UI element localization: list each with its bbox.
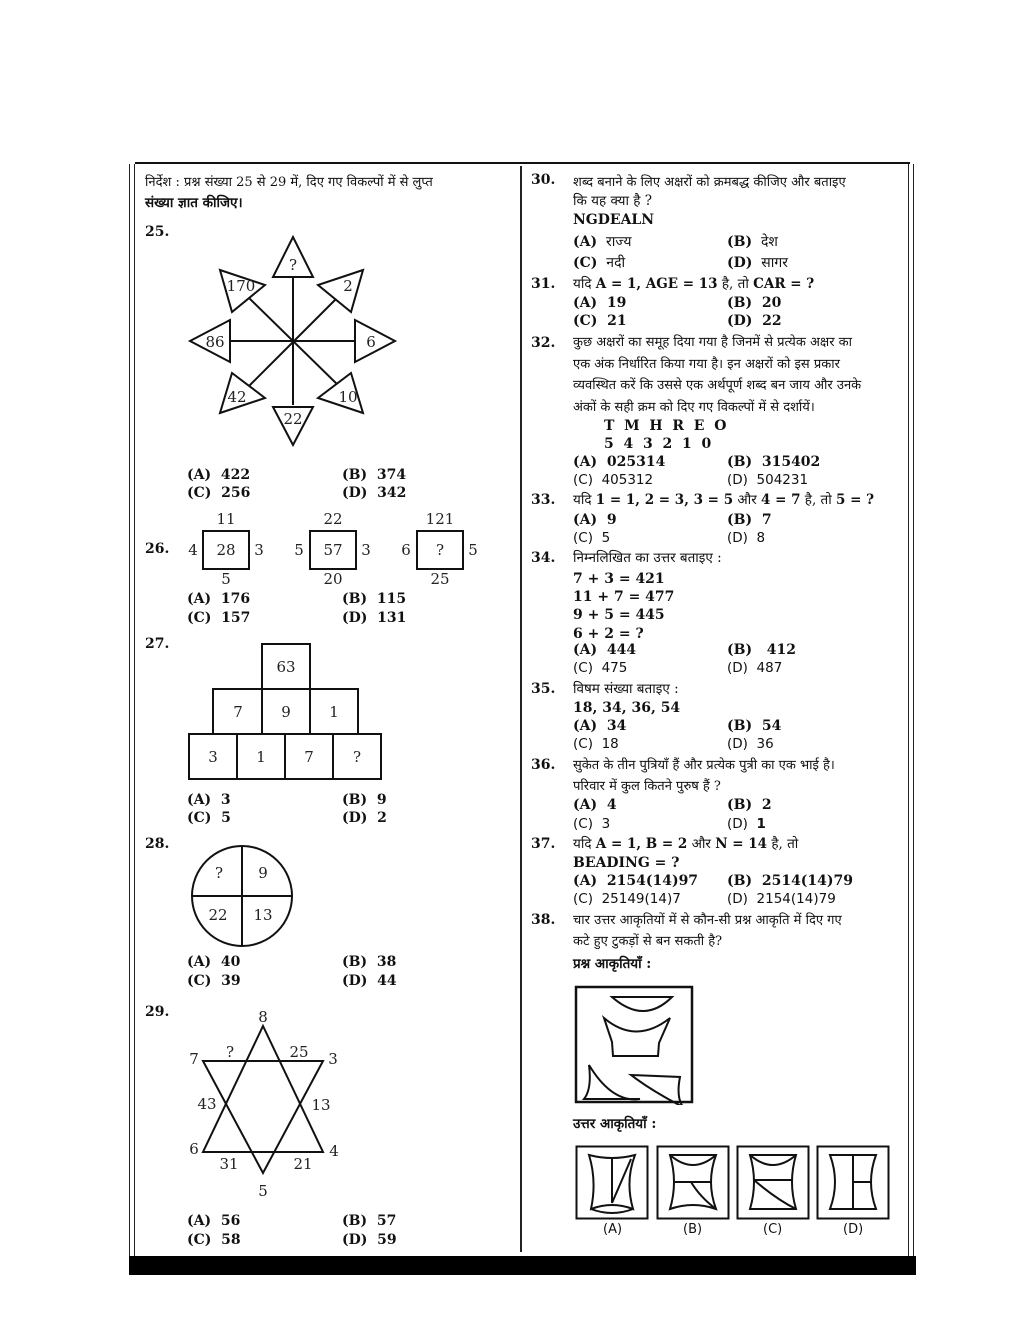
svg-text:5: 5 <box>294 541 304 559</box>
q28-option-b[interactable]: (B) 38 <box>342 954 397 970</box>
q38-answer-figure-d[interactable] <box>816 1145 891 1221</box>
svg-text:7: 7 <box>304 748 314 766</box>
q35-option-c[interactable]: (C) 18 <box>573 736 619 752</box>
q27-option-b[interactable]: (B) 9 <box>342 792 387 808</box>
svg-text:25: 25 <box>289 1043 309 1061</box>
q25-top-value: ? <box>288 256 298 274</box>
q26-option-a[interactable]: (A) 176 <box>187 591 251 607</box>
q30-option-b[interactable]: (B) देश <box>727 234 778 250</box>
question-number-34: 34. <box>531 550 556 566</box>
svg-text:21: 21 <box>293 1155 313 1173</box>
q25-left-value: 86 <box>205 333 225 351</box>
q36-option-d[interactable]: (D) 1 <box>727 816 766 832</box>
svg-text:4: 4 <box>329 1142 339 1160</box>
q25-bottom-value: 22 <box>283 410 303 428</box>
svg-text:121: 121 <box>425 510 455 528</box>
q31-option-b[interactable]: (B) 20 <box>727 295 782 311</box>
svg-text:6: 6 <box>401 541 411 559</box>
svg-text:?: ? <box>352 748 362 766</box>
q32-letters: T M H R E O <box>604 418 727 434</box>
q37-option-c[interactable]: (C) 25149(14)7 <box>573 891 681 907</box>
q36-option-b[interactable]: (B) 2 <box>727 797 772 813</box>
q32-option-d[interactable]: (D) 504231 <box>727 472 809 488</box>
question-number-36: 36. <box>531 757 556 773</box>
q30-text-line2: कि यह क्या है ? <box>573 193 652 209</box>
q26-boxes-figure <box>185 508 495 590</box>
svg-text:3: 3 <box>361 541 371 559</box>
q26-option-b[interactable]: (B) 115 <box>342 591 407 607</box>
q32-option-c[interactable]: (C) 405312 <box>573 472 654 488</box>
q28-option-a[interactable]: (A) 40 <box>187 954 241 970</box>
q37-beading: BEADING = ? <box>573 855 680 871</box>
svg-text:?: ? <box>435 541 445 559</box>
q38-answer-label-a: (A) <box>603 1222 623 1237</box>
bottom-bar <box>129 1256 916 1275</box>
q38-answer-figure-b[interactable] <box>656 1145 731 1221</box>
svg-text:31: 31 <box>219 1155 239 1173</box>
q38-question-figure-label: प्रश्न आकृतियाँ : <box>573 956 652 972</box>
svg-text:9: 9 <box>281 703 291 721</box>
q33-question-text: यदि 1 = 1, 2 = 3, 3 = 5 और 4 = 7 है, तो 5 = ? <box>573 492 875 508</box>
q25-option-a[interactable]: (A) 422 <box>187 467 251 483</box>
q32-option-b[interactable]: (B) 315402 <box>727 454 821 470</box>
question-number-28: 28. <box>145 836 170 852</box>
svg-text:20: 20 <box>323 570 343 588</box>
q31-option-d[interactable]: (D) 22 <box>727 313 782 329</box>
q29-option-b[interactable]: (B) 57 <box>342 1213 397 1229</box>
question-number-25: 25. <box>145 224 170 240</box>
q35-option-a[interactable]: (A) 34 <box>573 718 627 734</box>
q32-option-a[interactable]: (A) 025314 <box>573 454 666 470</box>
q36-option-a[interactable]: (A) 4 <box>573 797 617 813</box>
question-number-37: 37. <box>531 836 556 852</box>
column-divider <box>520 166 522 1252</box>
question-number-38: 38. <box>531 912 556 928</box>
svg-text:?: ? <box>225 1043 235 1061</box>
svg-text:43: 43 <box>197 1095 217 1113</box>
q33-option-b[interactable]: (B) 7 <box>727 512 772 528</box>
q34-option-a[interactable]: (A) 444 <box>573 642 637 658</box>
q28-circle-figure <box>187 840 297 952</box>
q34-equations: 7 + 3 = 421 11 + 7 = 477 9 + 5 = 445 6 + 2 = ? <box>573 571 675 642</box>
q38-text-line2: कटे हुए टुकड़ों से बन सकती है? <box>573 934 723 949</box>
svg-text:63: 63 <box>276 658 296 676</box>
q37-option-b[interactable]: (B) 2514(14)79 <box>727 873 854 889</box>
q25-option-b[interactable]: (B) 374 <box>342 467 407 483</box>
svg-text:7: 7 <box>189 1050 199 1068</box>
q35-series: 18, 34, 36, 54 <box>573 700 681 716</box>
question-number-33: 33. <box>531 492 556 508</box>
svg-text:3: 3 <box>328 1050 338 1068</box>
q29-option-c[interactable]: (C) 58 <box>187 1232 241 1248</box>
svg-text:1: 1 <box>329 703 339 721</box>
question-number-29: 29. <box>145 1004 170 1020</box>
q37-question-text: यदि A = 1, B = 2 और N = 14 है, तो <box>573 836 799 852</box>
q30-option-d[interactable]: (D) सागर <box>727 255 788 271</box>
right-border-outer <box>913 164 914 1256</box>
q35-option-b[interactable]: (B) 54 <box>727 718 782 734</box>
q33-option-c[interactable]: (C) 5 <box>573 530 611 546</box>
q31-question-text: यदि A = 1, AGE = 13 है, तो CAR = ? <box>573 276 815 292</box>
q36-text-line2: परिवार में कुल कितने पुरुष हैं ? <box>573 779 721 794</box>
q38-answer-label-c: (C) <box>763 1222 783 1237</box>
q30-jumbled-word: NGDEALN <box>573 212 655 228</box>
question-number-26: 26. <box>145 541 170 557</box>
q32-question-text: कुछ अक्षरों का समूह दिया गया है जिनमें से प्रत्येक अक्षर का एक अंक निर्धारित किया गया है। इन अक्षरों को इस प्रकार व्यवस्थित करें कि उससे एक अर्थपूर्ण शब्द बन जाय और उनके अंकों के सही क्रम को दिए गए विकल्पों में से दर्शायें। <box>573 335 862 415</box>
q38-answer-figures-label: उत्तर आकृतियाँ : <box>573 1116 657 1132</box>
q38-text-line1: चार उत्तर आकृतियों में से कौन-सी प्रश्न आकृति में दिए गए <box>573 913 842 928</box>
q25-bottom-right-value: 10 <box>338 388 358 406</box>
svg-text:4: 4 <box>188 541 198 559</box>
q33-option-a[interactable]: (A) 9 <box>573 512 617 528</box>
svg-text:57: 57 <box>323 541 343 559</box>
q25-top-left-value: 170 <box>226 277 256 295</box>
q29-option-d[interactable]: (D) 59 <box>342 1232 397 1248</box>
q27-pyramid-figure <box>185 642 385 782</box>
question-number-31: 31. <box>531 276 556 292</box>
svg-text:13: 13 <box>253 906 273 924</box>
q38-question-figure <box>574 985 696 1105</box>
q31-option-a[interactable]: (A) 19 <box>573 295 627 311</box>
q38-answer-label-b: (B) <box>683 1222 703 1237</box>
svg-text:6: 6 <box>189 1140 199 1158</box>
left-border-inner <box>134 164 135 1256</box>
q25-right-value: 6 <box>366 333 376 351</box>
question-number-30: 30. <box>531 172 556 188</box>
q30-option-a[interactable]: (A) राज्य <box>573 234 632 250</box>
q34-question-text: निम्नलिखित का उत्तर बताइए : <box>573 550 722 566</box>
q35-question-text: विषम संख्या बताइए : <box>573 681 679 697</box>
svg-text:22: 22 <box>323 510 343 528</box>
svg-text:5: 5 <box>258 1182 268 1200</box>
q30-text-line1: शब्द बनाने के लिए अक्षरों को क्रमबद्ध कीजिए और बताइए <box>573 175 846 190</box>
q33-option-d[interactable]: (D) 8 <box>727 530 766 546</box>
svg-text:9: 9 <box>258 864 268 882</box>
svg-text:1: 1 <box>256 748 266 766</box>
q36-option-c[interactable]: (C) 3 <box>573 816 611 832</box>
svg-text:5: 5 <box>221 570 231 588</box>
svg-text:11: 11 <box>216 510 236 528</box>
instructions-line1: निर्देश : प्रश्न संख्या 25 से 29 में, दिए गए विकल्पों में से लुप्त <box>145 175 433 190</box>
q36-text-line1: सुकेत के तीन पुत्रियाँ हैं और प्रत्येक पुत्री का एक भाई है। <box>573 758 835 773</box>
svg-text:8: 8 <box>258 1008 268 1026</box>
q28-option-d[interactable]: (D) 44 <box>342 973 397 989</box>
svg-text:28: 28 <box>216 541 236 559</box>
svg-text:3: 3 <box>208 748 218 766</box>
svg-text:5: 5 <box>468 541 478 559</box>
left-border-outer <box>129 164 130 1256</box>
q27-option-d[interactable]: (D) 2 <box>342 810 387 826</box>
svg-text:7: 7 <box>233 703 243 721</box>
q27-option-a[interactable]: (A) 3 <box>187 792 231 808</box>
q27-option-c[interactable]: (C) 5 <box>187 810 231 826</box>
svg-text:13: 13 <box>311 1096 331 1114</box>
q26-option-d[interactable]: (D) 131 <box>342 610 407 626</box>
svg-text:25: 25 <box>430 570 450 588</box>
q32-digits: 5 4 3 2 1 0 <box>604 436 712 452</box>
q25-option-d[interactable]: (D) 342 <box>342 485 407 501</box>
instructions-line2: संख्या ज्ञात कीजिए। <box>145 195 243 211</box>
question-number-27: 27. <box>145 636 170 652</box>
q38-answer-label-d: (D) <box>843 1222 864 1237</box>
q30-option-c[interactable]: (C) नदी <box>573 255 626 271</box>
q38-answer-figure-a[interactable] <box>575 1145 650 1221</box>
svg-text:3: 3 <box>254 541 264 559</box>
q31-option-c[interactable]: (C) 21 <box>573 313 627 329</box>
svg-text:?: ? <box>214 864 224 882</box>
question-number-35: 35. <box>531 681 556 697</box>
q34-option-c[interactable]: (C) 475 <box>573 660 628 676</box>
q25-top-right-value: 2 <box>343 277 353 295</box>
q29-hexagram-figure <box>183 1006 358 1201</box>
question-number-32: 32. <box>531 335 556 351</box>
q35-option-d[interactable]: (D) 36 <box>727 736 774 752</box>
q26-option-c[interactable]: (C) 157 <box>187 610 251 626</box>
top-rule <box>135 162 910 164</box>
q25-option-c[interactable]: (C) 256 <box>187 485 251 501</box>
q25-star-arrows-figure <box>185 235 400 460</box>
q37-option-d[interactable]: (D) 2154(14)79 <box>727 891 836 907</box>
q38-answer-figure-c[interactable] <box>736 1145 811 1221</box>
svg-text:22: 22 <box>208 906 228 924</box>
q28-option-c[interactable]: (C) 39 <box>187 973 241 989</box>
q34-option-b[interactable]: (B) 412 <box>727 642 796 658</box>
q34-option-d[interactable]: (D) 487 <box>727 660 783 676</box>
q37-option-a[interactable]: (A) 2154(14)97 <box>573 873 699 889</box>
right-border-inner <box>908 164 909 1256</box>
q25-bottom-left-value: 42 <box>227 388 247 406</box>
q29-option-a[interactable]: (A) 56 <box>187 1213 241 1229</box>
